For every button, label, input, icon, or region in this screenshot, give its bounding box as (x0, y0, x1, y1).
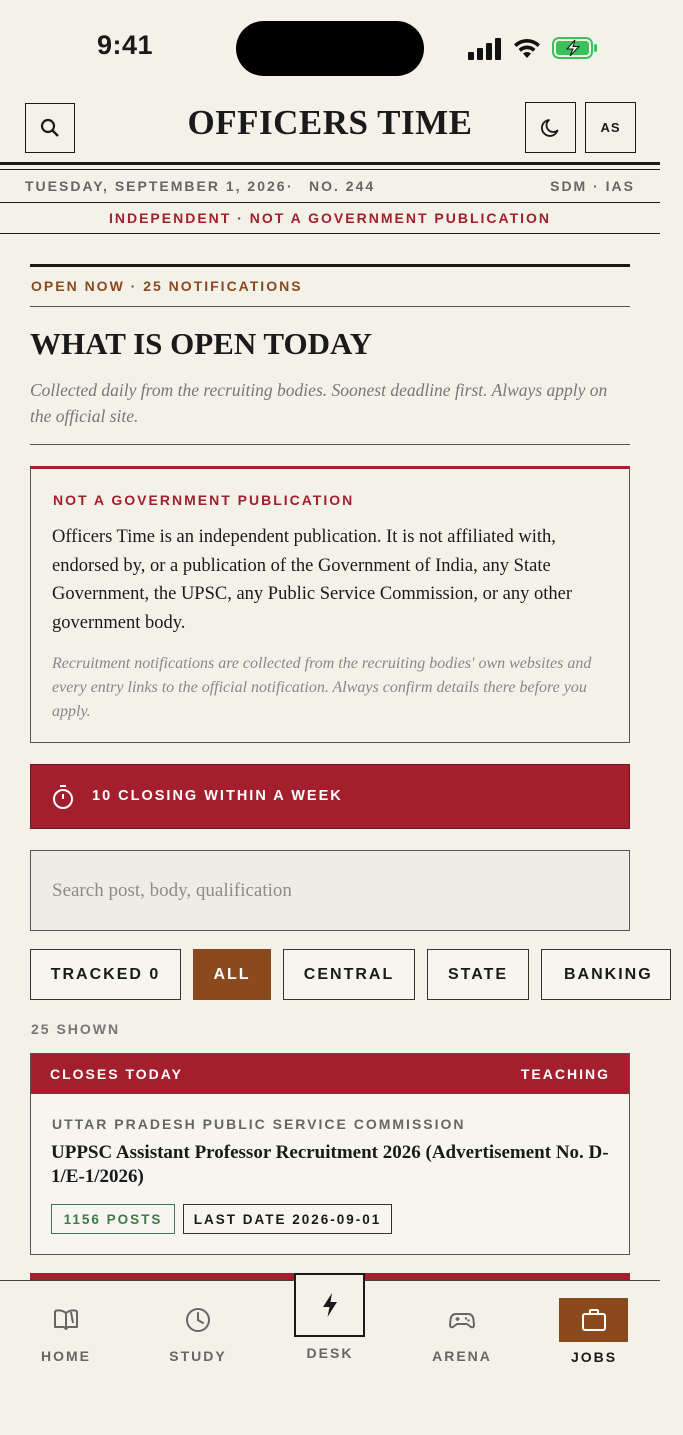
filter-chip-all[interactable]: ALL (193, 949, 271, 1000)
tab-arena[interactable] (396, 1307, 528, 1364)
section-rule (30, 264, 630, 267)
disclaimer-rule (0, 233, 660, 234)
tab-desk-label-wrap (264, 1345, 396, 1361)
section-kicker: OPEN NOW · 25 NOTIFICATIONS (31, 278, 303, 294)
job-last-date-tag: LAST DATE 2026-09-01 (183, 1204, 392, 1234)
job-posts-tag: 1156 POSTS (51, 1204, 175, 1234)
tab-jobs-label: JOBS (570, 1349, 618, 1365)
dateline-separator: · (287, 178, 294, 194)
masthead-title[interactable]: OFFICERS TIME (187, 103, 473, 142)
tab-arena-label: ARENA (432, 1348, 492, 1364)
disclaimer-kicker: NOT A GOVERNMENT PUBLICATION (53, 492, 355, 508)
battery-charging-icon (552, 37, 598, 59)
job-category-label: TEACHING (520, 1066, 610, 1082)
avatar-button[interactable]: AS (585, 102, 636, 153)
masthead-rule (0, 162, 660, 165)
kicker-rule (30, 306, 630, 307)
dateline-date: TUESDAY, SEPTEMBER 1, 2026 (25, 178, 287, 194)
status-time: 9:41 (97, 30, 154, 60)
closing-soon-banner[interactable] (30, 764, 630, 829)
filter-chip-state[interactable]: STATE (427, 949, 529, 1000)
job-card[interactable] (30, 1053, 630, 1255)
dateline-rule (0, 202, 660, 203)
job-organization: UTTAR PRADESH PUBLIC SERVICE COMMISSION (52, 1116, 466, 1132)
filter-chip-central[interactable]: CENTRAL (283, 949, 415, 1000)
wifi-icon (512, 36, 542, 60)
disclaimer-box (30, 466, 630, 743)
gamepad-icon (449, 1307, 475, 1333)
job-status-label: CLOSES TODAY (50, 1066, 183, 1082)
disclaimer-body: Officers Time is an independent publication. It is not affiliated with, endorsed by, or a publication of the Government of India, any State Government, the UPSC, any Public Service Commission, or any other government body. (52, 527, 572, 633)
job-title[interactable]: UPPSC Assistant Professor Recruitment 2026 (Advertisement No. D-1/E-1/2026) (51, 1142, 609, 1187)
disclaimer-fine-print: Recruitment notifications are collected from the recruiting bodies' own websites and every entry links to the official notification. Always confirm details there before you apply. (52, 655, 592, 720)
tab-home[interactable] (0, 1307, 132, 1364)
closing-soon-label: 10 CLOSING WITHIN A WEEK (92, 788, 343, 804)
tab-jobs[interactable] (559, 1298, 628, 1342)
filter-chip-banking[interactable]: BANKING (541, 949, 671, 1000)
search-input[interactable] (30, 850, 630, 931)
filter-chips (30, 949, 653, 1001)
page-title: WHAT IS OPEN TODAY (30, 326, 372, 361)
theme-toggle-button[interactable] (525, 102, 576, 153)
bottom-tab-bar (0, 1280, 660, 1435)
bolt-icon (321, 1292, 339, 1318)
tab-home-label: HOME (41, 1348, 91, 1364)
tab-study-label: STUDY (169, 1348, 227, 1364)
moon-icon (540, 117, 562, 139)
dateline-issue: NO. 244 (309, 178, 376, 194)
filter-chip-tracked[interactable]: TRACKED 0 (30, 949, 181, 1000)
tab-study[interactable] (132, 1307, 264, 1364)
briefcase-icon (581, 1308, 607, 1332)
top-disclaimer: INDEPENDENT · NOT A GOVERNMENT PUBLICATION (108, 210, 552, 226)
dynamic-island (236, 21, 424, 76)
book-icon (52, 1307, 80, 1331)
results-count: 25 SHOWN (31, 1021, 121, 1037)
page-dek: Collected daily from the recruiting bodies. Soonest deadline first. Always apply on the official site. (30, 380, 608, 426)
job-card-header (31, 1054, 629, 1094)
signal-icon (468, 38, 502, 60)
stopwatch-icon (51, 784, 75, 810)
tab-desk-label: DESK (306, 1345, 354, 1361)
tab-desk[interactable] (294, 1273, 365, 1337)
masthead-rule-thin (0, 169, 660, 170)
dateline-edition: SDM · IAS (550, 178, 635, 194)
tab-jobs-label-wrap (528, 1349, 660, 1365)
dek-rule (30, 444, 630, 445)
clock-icon (185, 1307, 211, 1333)
